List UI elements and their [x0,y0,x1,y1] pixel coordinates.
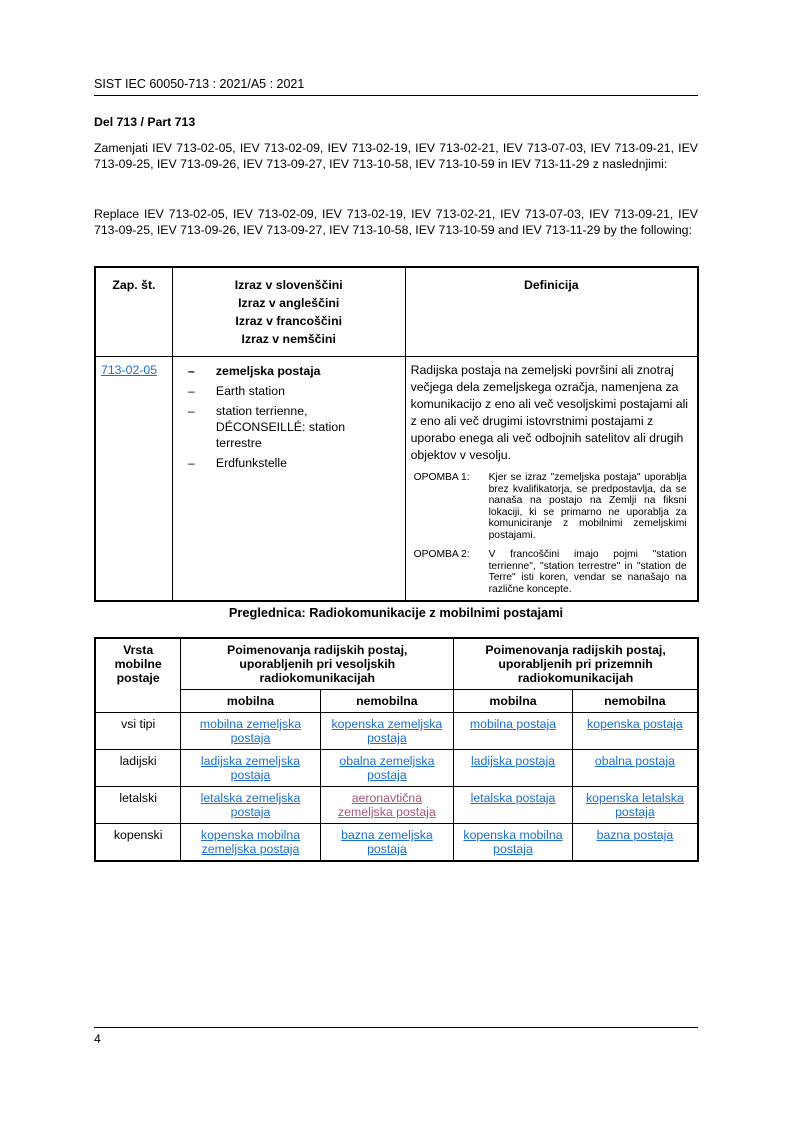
station-type: vsi tipi [95,713,181,750]
table-row [95,357,698,602]
station-type: letalski [95,787,181,824]
section-title: Del 713 / Part 713 [94,115,196,129]
page-number: 4 [94,1032,101,1046]
overview-subheader-row [95,690,698,713]
note-label: OPOMBA 1: [413,472,470,483]
note-text: Kjer se izraz "zemeljska postaja" uporablja brez kvalifikatorja, se predpostavlja, da se nanaša na postajo na Zemlji na fiksni lokaciji, ki se primarno ne uporablja za komuniciranje z mobilnimi zemeljskimi postajami. [488,472,687,541]
header-space-group: Poimenovanja radijskih postaj, uporabljenih pri vesoljskih radiokomunikacijah [181,638,454,690]
term-link[interactable]: obalna postaja [594,754,675,768]
subheader: mobilna [181,690,320,713]
term-link[interactable]: bazna postaja [596,828,674,842]
header-definition: Definicija [405,267,698,357]
term-link[interactable]: obalna zemeljska postaja [339,754,435,782]
entry-number-link[interactable]: 713-02-05 [101,363,158,377]
term-link[interactable]: ladijska postaja [470,754,556,768]
station-type: kopenski [95,824,181,862]
note-2 [411,549,692,595]
header-term-fr: Izraz v francoščini [235,314,343,328]
header-term-en: Izraz v angleščini [238,296,340,310]
term-table-header [95,267,698,357]
overview-header-row [95,638,698,690]
definition-text: Radijska postaja na zemeljski površini ali znotraj večjega dela zemeljskega ozračja, namenjena za komunikacijo z eno ali več vesoljskimi postajami ali z eno ali več drugimi istovrstnimi postajami z uporabo enega ali več odbojnih satelitov ali drugih objektov v vesolju. [410,363,689,462]
subheader: nemobilna [572,690,698,713]
term-link[interactable]: mobilna postaja [469,717,557,731]
term-link-visited[interactable]: aeronavtična zemeljska postaja [338,791,436,819]
note-label: OPOMBA 2: [413,549,470,560]
term-sl: – zemeljska postaja [178,363,400,379]
footer-rule [94,1027,698,1028]
overview-table [94,637,699,862]
term-link[interactable]: letalska zemeljska postaja [200,791,301,819]
term-fr: – station terrienne, DÉCONSEILLÉ: station terrestre [178,403,400,451]
table-row [95,750,698,787]
term-link[interactable]: mobilna zemeljska postaja [199,717,302,745]
term-list [178,363,400,471]
header-terms [172,267,405,357]
note-1 [411,472,692,541]
term-link[interactable]: kopenska mobilna postaja [463,828,563,856]
term-link[interactable]: kopenska postaja [587,717,683,731]
overview-title: Preglednica: Radiokomunikacije z mobilnimi postajami [228,605,564,620]
header-station-type: Vrsta mobilne postaje [95,638,181,713]
station-type: ladijski [95,750,181,787]
term-link[interactable]: ladijska zemeljska postaja [200,754,301,782]
paragraph-slovenian: Zamenjati IEV 713-02-05, IEV 713-02-09, IEV 713-02-19, IEV 713-02-21, IEV 713-07-03, IEV 713-09-21, IEV 713-09-25, IEV 713-09-26, IEV 713-09-27, IEV 713-10-58, IEV 713-10-59 in IEV 713-11-29 z naslednjimi: [94,141,698,171]
term-link[interactable]: bazna zemeljska postaja [341,828,433,856]
term-link[interactable]: letalska postaja [470,791,556,805]
subheader: mobilna [454,690,573,713]
term-table [94,266,699,602]
term-de: – Erdfunkstelle [178,455,400,471]
term-link[interactable]: kopenska letalska postaja [586,791,684,819]
header-rule [94,95,698,96]
paragraph-english: Replace IEV 713-02-05, IEV 713-02-09, IEV 713-02-19, IEV 713-02-21, IEV 713-07-03, IEV 713-09-21, IEV 713-09-25, IEV 713-09-26, IEV 713-09-27, IEV 713-10-58, IEV 713-10-59 and IEV 713-11-29 by the following: [94,207,698,237]
table-row [95,787,698,824]
term-link[interactable]: kopenska mobilna zemeljska postaja [200,828,301,856]
subheader: nemobilna [320,690,454,713]
note-text: V francoščini imajo pojmi "station terrienne", "station terrestre" in "station de Terre" isti koren, vendar se nanašajo na različne koncepte. [488,549,687,595]
header-term-sl: Izraz v slovenščini [234,278,343,292]
table-row [95,713,698,750]
table-row [95,824,698,862]
term-link[interactable]: kopenska zemeljska postaja [331,717,443,745]
header-terrestrial-group: Poimenovanja radijskih postaj, uporabljenih pri prizemnih radiokomunikacijah [454,638,698,690]
header-term-de: Izraz v nemščini [241,332,336,346]
header-number: Zap. št. [95,267,172,357]
term-en: – Earth station [178,383,400,399]
running-header: SIST IEC 60050-713 : 2021/A5 : 2021 [94,77,305,91]
